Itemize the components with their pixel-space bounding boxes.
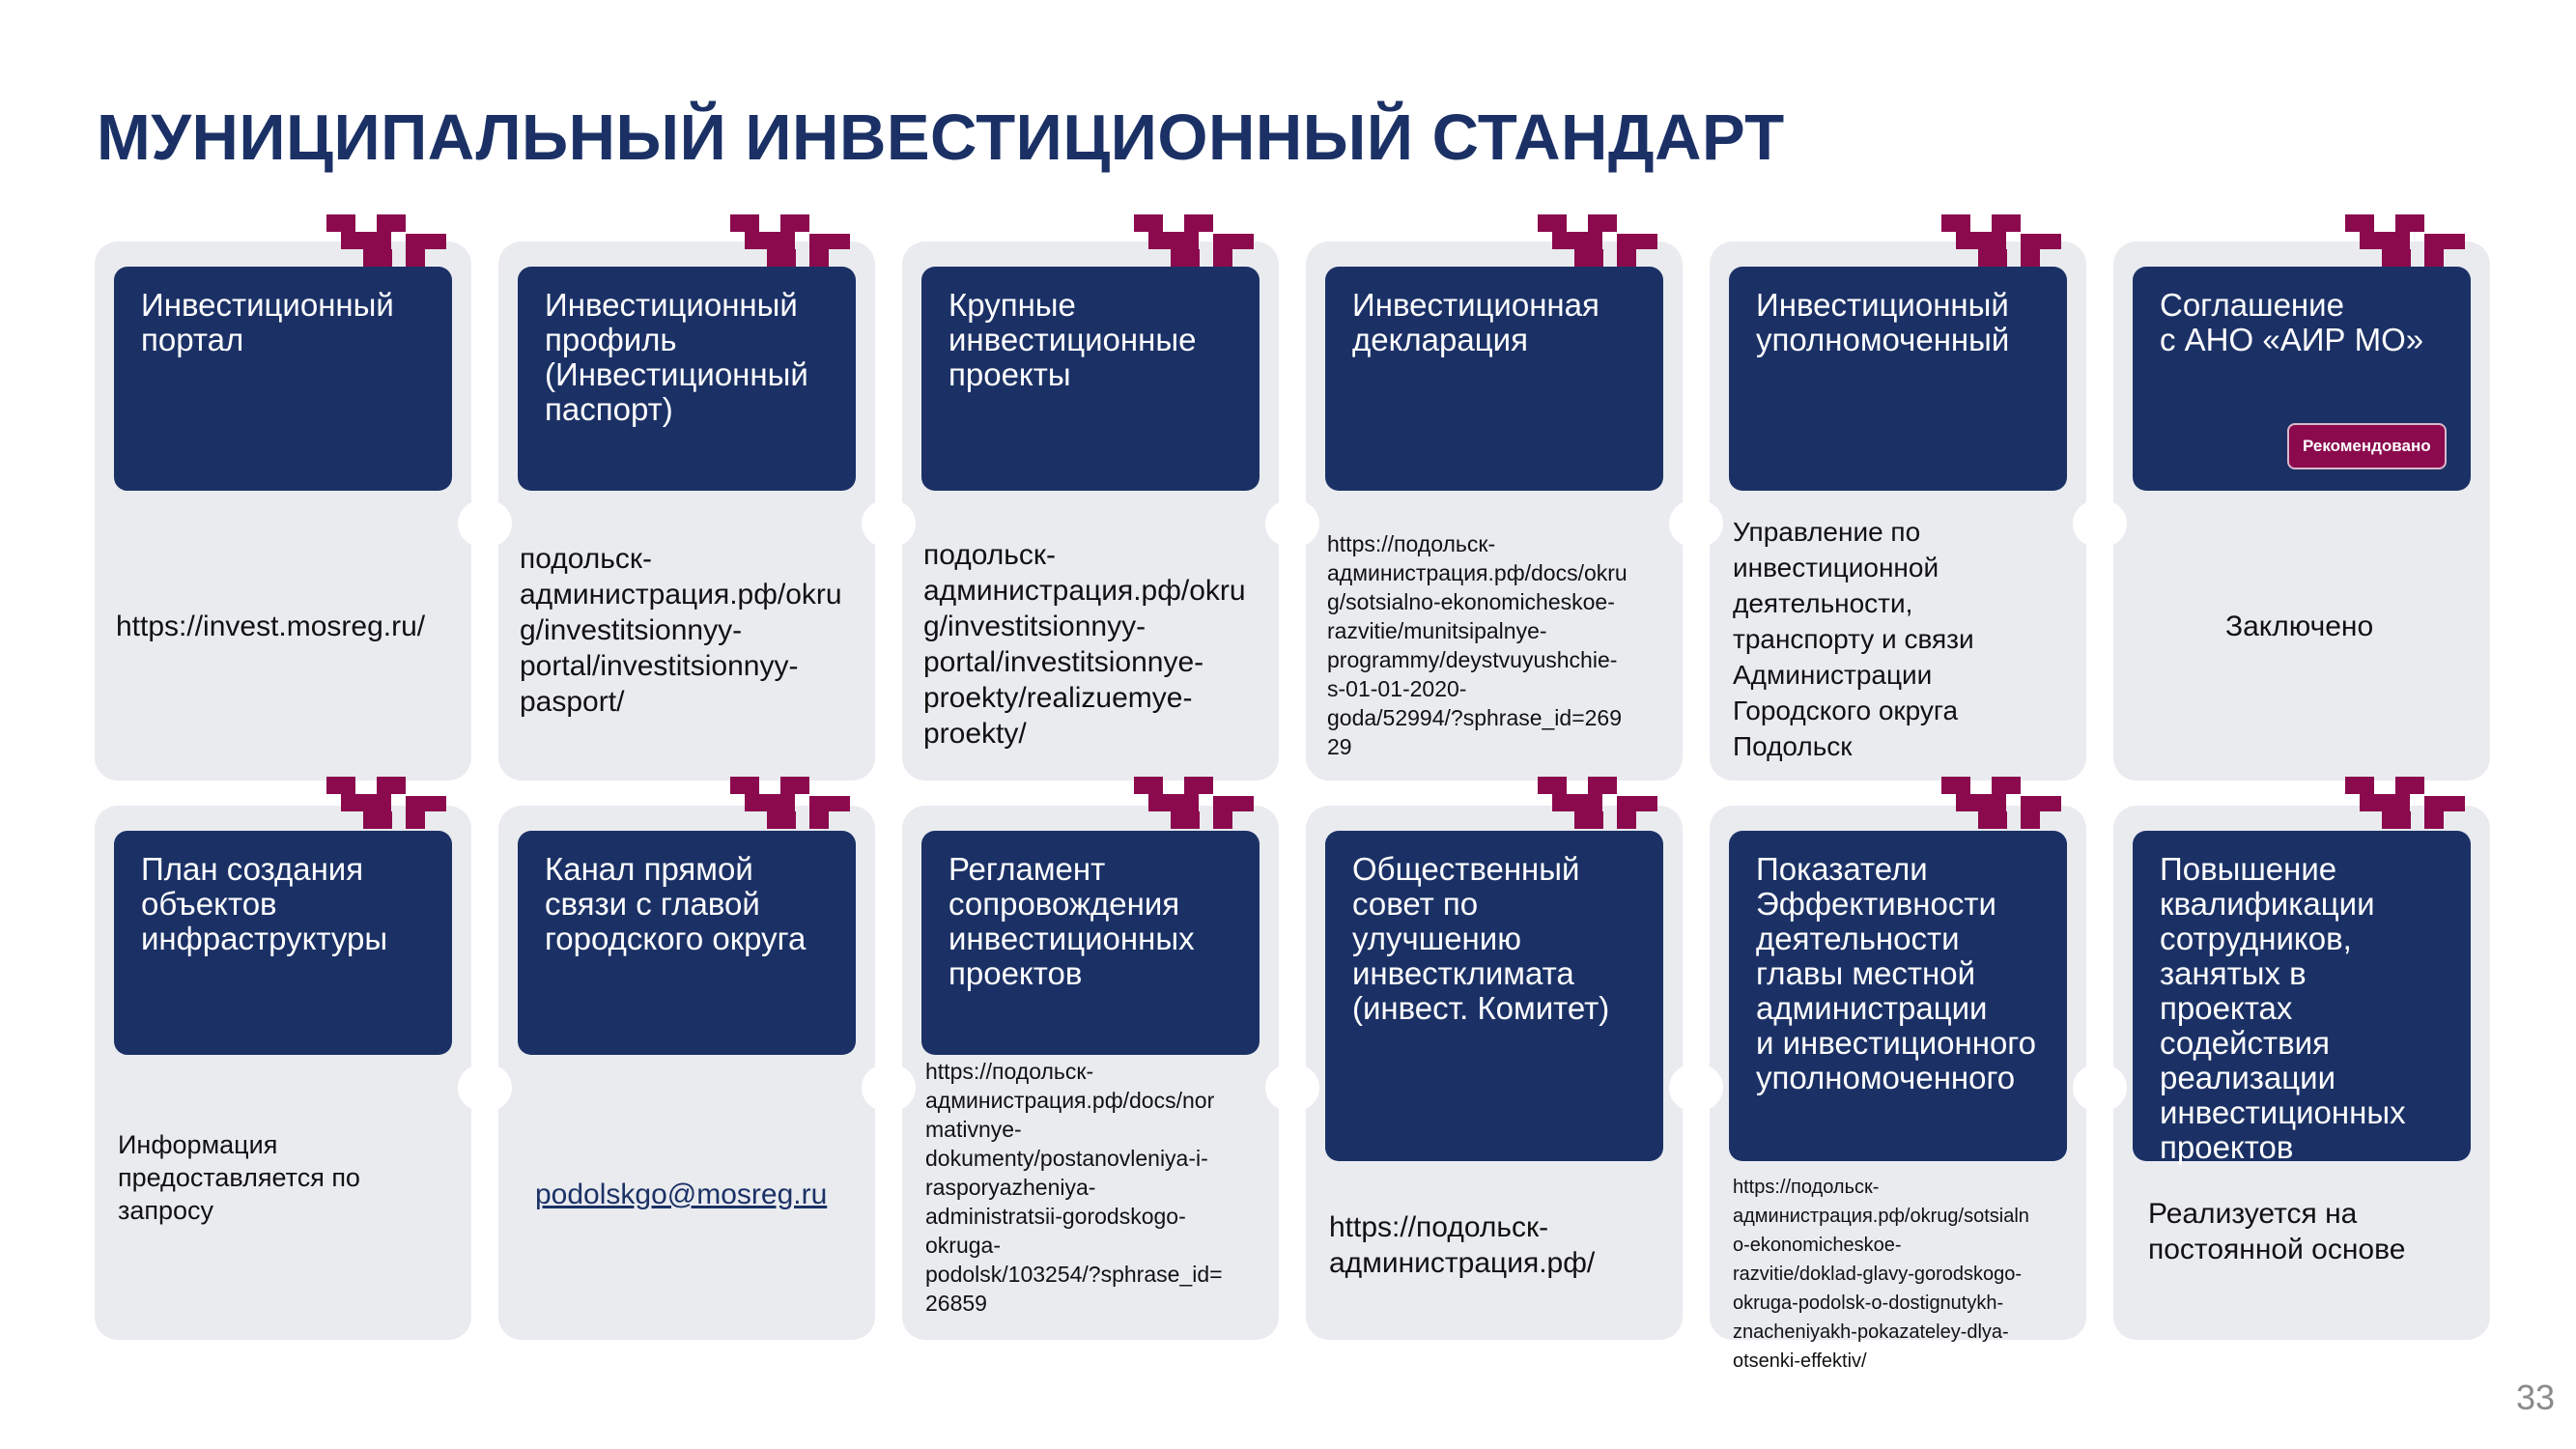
card-info: https://подольск- администрация.рф/: [1329, 1211, 1596, 1279]
standard-card-staff-training: [2113, 806, 2490, 1340]
pixel-emblem-icon: [730, 214, 856, 269]
standard-card-investment-profile: [498, 242, 875, 781]
standard-card-direct-channel: [498, 806, 875, 1340]
pixel-emblem-icon: [1134, 777, 1260, 831]
pixel-emblem-icon: [1941, 214, 2067, 269]
pixel-emblem-icon: [326, 777, 452, 831]
pixel-emblem-icon: [2345, 777, 2471, 831]
card-info: Информация предоставляется по запросу: [118, 1130, 360, 1225]
email-link[interactable]: podolskgo@mosreg.ru: [535, 1179, 828, 1210]
card-info: https://подольск- администрация.рф/okrug/sotsialn o-ekonomicheskoe- razvitie/doklad-glavy-gorodskogo- okruga-podolsk-o-dostignutykh- znacheniyakh-pokazateley-dlya- otsenki-effektiv/: [1733, 1177, 2029, 1372]
pixel-emblem-icon: [1941, 777, 2067, 831]
card-info: подольск- администрация.рф/okru g/investitsionnyy- portal/investitsionnyy- pasport/: [520, 543, 842, 718]
card-title: Инвестиционный профиль (Инвестиционный паспорт): [518, 267, 856, 491]
card-title: Крупные инвестиционные проекты: [921, 267, 1260, 491]
card-title: План создания объектов инфраструктуры: [114, 831, 452, 1055]
standard-card-support-regulation: [902, 806, 1279, 1340]
standard-card-large-projects: [902, 242, 1279, 781]
card-title: Регламент сопровождения инвестиционных проектов: [921, 831, 1260, 1055]
card-title: Общественный совет по улучшению инвестклимата (инвест. Комитет): [1325, 831, 1663, 1161]
recommended-badge: Рекомендовано: [2287, 423, 2447, 469]
card-title: Повышение квалификации сотрудников, занятых в проектах содействия реализации инвестиционных проектов: [2133, 831, 2471, 1161]
standard-card-infrastructure-plan: [95, 806, 471, 1340]
standard-card-investment-portal: [95, 242, 471, 781]
standard-card-investment-ombudsman: [1710, 242, 2086, 781]
card-info: подольск- администрация.рф/okru g/investitsionnyy- portal/investitsionnye- proekty/realizuemye- proekty/: [923, 539, 1246, 750]
card-info: Заключено: [2225, 611, 2374, 642]
card-title: Инвестиционная декларация: [1325, 267, 1663, 491]
standard-card-investment-declaration: [1306, 242, 1683, 781]
standard-card-public-council: [1306, 806, 1683, 1340]
card-title: Показатели Эффективности деятельности главы местной администрации и инвестиционного уполномоченного: [1729, 831, 2067, 1161]
pixel-emblem-icon: [1538, 777, 1663, 831]
pixel-emblem-icon: [1134, 214, 1260, 269]
pixel-emblem-icon: [730, 777, 856, 831]
card-title: Соглашение с АНО «АИР МО»: [2133, 267, 2471, 491]
pixel-emblem-icon: [1538, 214, 1663, 269]
pixel-emblem-icon: [326, 214, 452, 269]
card-title: Инвестиционный портал: [114, 267, 452, 491]
card-info: https://подольск- администрация.рф/docs/okru g/sotsialno-ekonomicheskoe- razvitie/munitsipalnye- programmy/deystvuyushchie- s-01-01-2020- goda/52994/?sphrase_id=269 29: [1327, 531, 1628, 759]
card-title: Канал прямой связи с главой городского округа: [518, 831, 856, 1055]
slide-title: МУНИЦИПАЛЬНЫЙ ИНВЕСТИЦИОННЫЙ СТАНДАРТ: [97, 101, 1785, 174]
card-title: Инвестиционный уполномоченный: [1729, 267, 2067, 491]
card-info: https://invest.mosreg.ru/: [116, 611, 426, 642]
card-info: Управление по инвестиционной деятельности, транспорту и связи Администрации Городского округа Подольск: [1733, 517, 1974, 761]
page-number: 33: [2515, 1378, 2555, 1417]
standard-card-performance-indicators: [1710, 806, 2086, 1372]
standard-card-air-mo-agreement: [2113, 242, 2490, 781]
pixel-emblem-icon: [2345, 214, 2471, 269]
card-info: Реализуется на постоянной основе: [2148, 1198, 2406, 1265]
card-info: https://подольск- администрация.рф/docs/nor mativnye- dokumenty/postanovleniya-i- rasporyazheniya- administratsii-gorodskogo- okruga- podolsk/103254/?sphrase_id= 26859: [925, 1059, 1223, 1316]
